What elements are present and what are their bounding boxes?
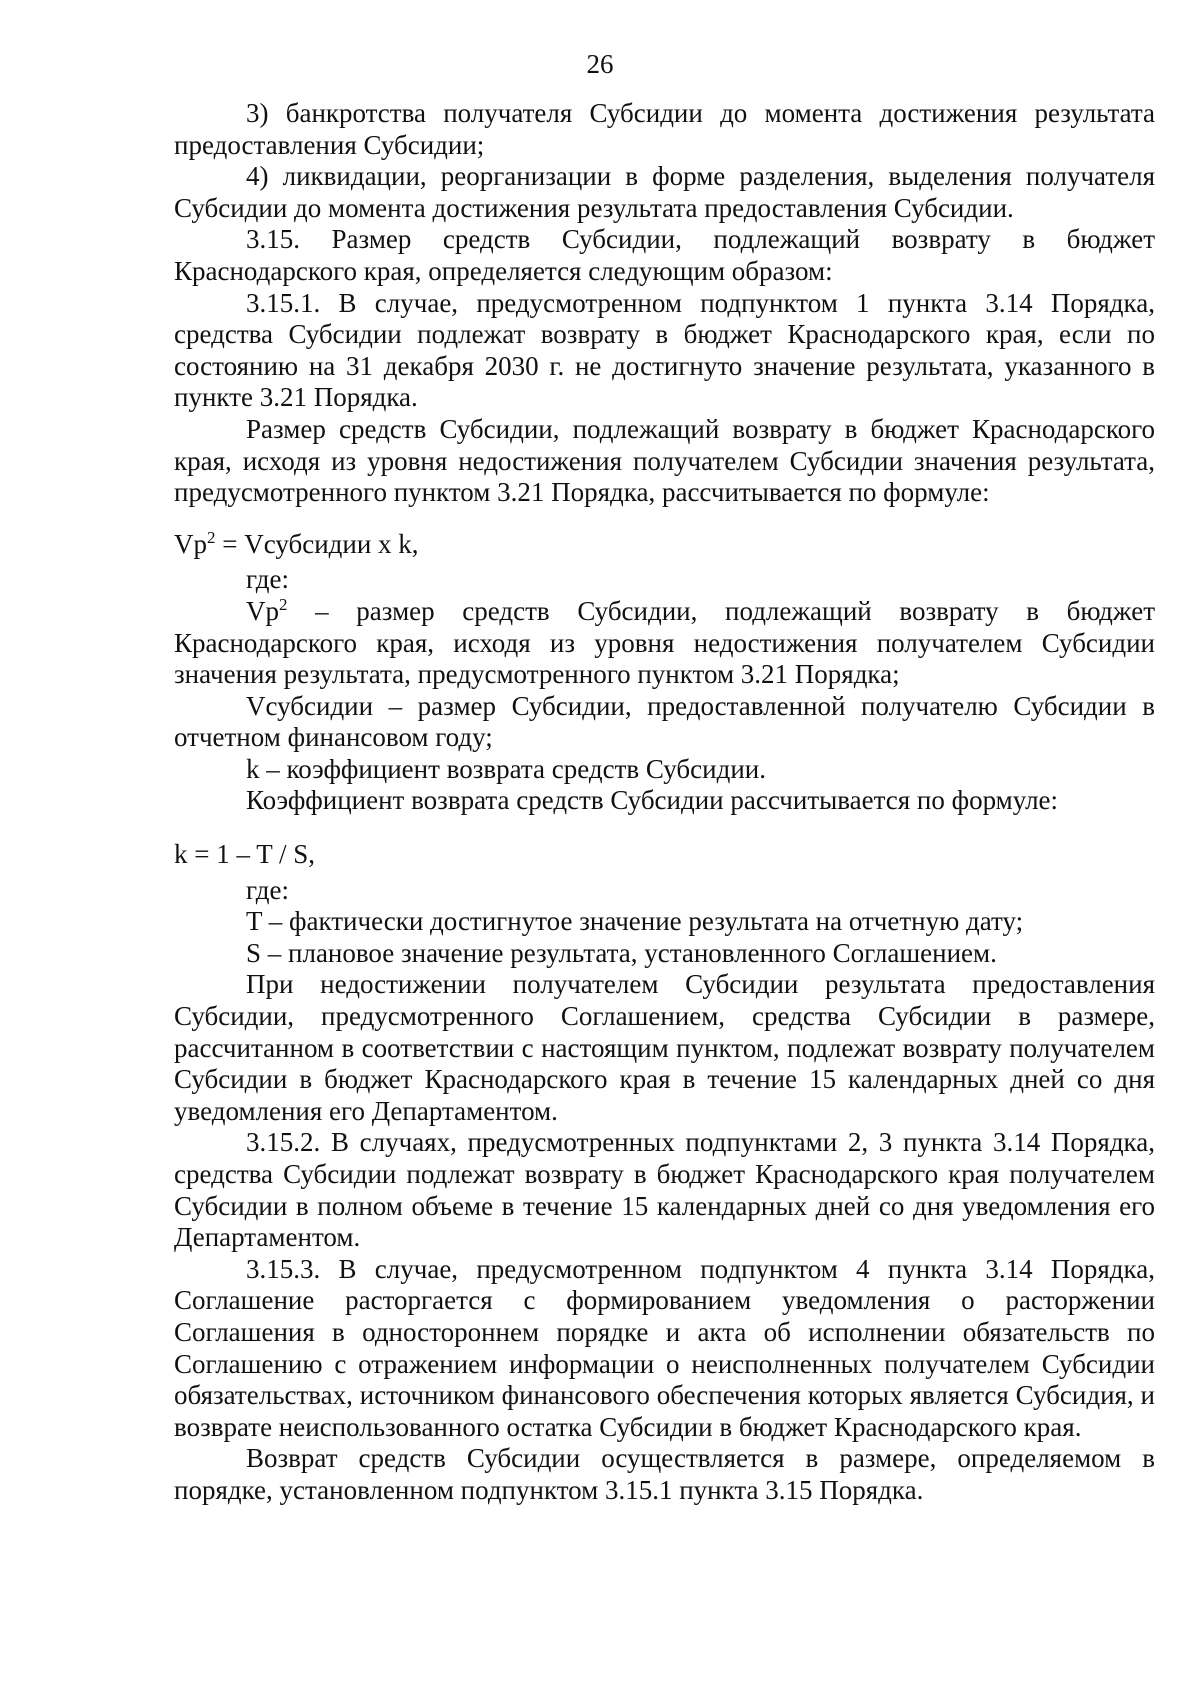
definition-superscript: 2 [279, 594, 288, 614]
where-label: где: [246, 564, 289, 595]
paragraph: 3.15.2. В случаях, предусмотренных подпунктами 2, 3 пункта 3.14 Порядка, средства Субсидии подлежат возврату в бюджет Краснодарского края получателем Субсидии в полном объеме в течение 15 календарных дней со дня уведомления его Департаментом. [174, 1127, 1155, 1253]
definition-item: S – плановое значение результата, установленного Соглашением. [246, 937, 997, 968]
page-number: 26 [586, 49, 614, 79]
paragraph: 4) ликвидации, реорганизации в форме разделения, выделения получателя Субсидии до момента достижения результата предоставления Субсидии. [174, 161, 1155, 223]
document-body [174, 98, 1155, 1507]
definition-item: Vсубсидии – размер Субсидии, предоставленной получателю Субсидии в отчетном финансовом году; [174, 690, 1155, 753]
paragraph: 3.15. Размер средств Субсидии, подлежащий возврату в бюджет Краснодарского края, определяется следующим образом: [174, 224, 1155, 286]
definition-term: Vр [246, 595, 279, 626]
paragraph: Возврат средств Субсидии осуществляется в размере, определяемом в порядке, установленном подпунктом 3.15.1 пункта 3.15 Порядка. [174, 1443, 1155, 1505]
formula-refund-amount [174, 529, 1155, 561]
paragraph: Коэффициент возврата средств Субсидии рассчитывается по формуле: [246, 785, 1059, 816]
formula-lhs: Vр [174, 528, 207, 559]
paragraph: 3) банкротства получателя Субсидии до момента достижения результата предоставления Субсидии; [174, 98, 1155, 160]
formula-rhs: = Vсубсидии x k, [215, 528, 419, 559]
definition-item: T – фактически достигнутое значение результата на отчетную дату; [246, 906, 1024, 937]
definition-item [174, 596, 1155, 691]
paragraph: 3.15.1. В случае, предусмотренном подпунктом 1 пункта 3.14 Порядка, средства Субсидии подлежат возврату в бюджет Краснодарского края, если по состоянию на 31 декабря 2030 г. не достигнуто значение результата, указанного в пункте 3.21 Порядка. [174, 287, 1155, 413]
formula-coefficient: k = 1 – T / S, [174, 839, 316, 870]
definition-text: – размер средств Субсидии, подлежащий возврату в бюджет Краснодарского края, исходя из уровня недостижения получателем Субсидии значения результата, предусмотренного пунктом 3.21 Порядка; [174, 595, 1155, 690]
paragraph: Размер средств Субсидии, подлежащий возврату в бюджет Краснодарского края, исходя из уровня недостижения получателем Субсидии значения результата, предусмотренного пунктом 3.21 Порядка, рассчитывается по формуле: [174, 413, 1155, 508]
paragraph: 3.15.3. В случае, предусмотренном подпунктом 4 пункта 3.14 Порядка, Соглашение расторгается с формированием уведомления о расторжении Соглашения в одностороннем порядке и акта об исполнении обязательств по Соглашению с отражением информации о неисполненных получателем Субсидии обязательствах, источником финансового обеспечения которых является Субсидия, и возврате неиспользованного остатка Субсидии в бюджет Краснодарского края. [174, 1253, 1155, 1442]
where-label: где: [246, 874, 289, 905]
definition-item: k – коэффициент возврата средств Субсидии. [246, 753, 766, 784]
formula-superscript: 2 [207, 527, 216, 547]
paragraph: При недостижении получателем Субсидии результата предоставления Субсидии, предусмотренного Соглашением, средства Субсидии в размере, рассчитанном в соответствии с настоящим пунктом, подлежат возврату получателем Субсидии в бюджет Краснодарского края в течение 15 календарных дней со дня уведомления его Департаментом. [174, 969, 1155, 1126]
